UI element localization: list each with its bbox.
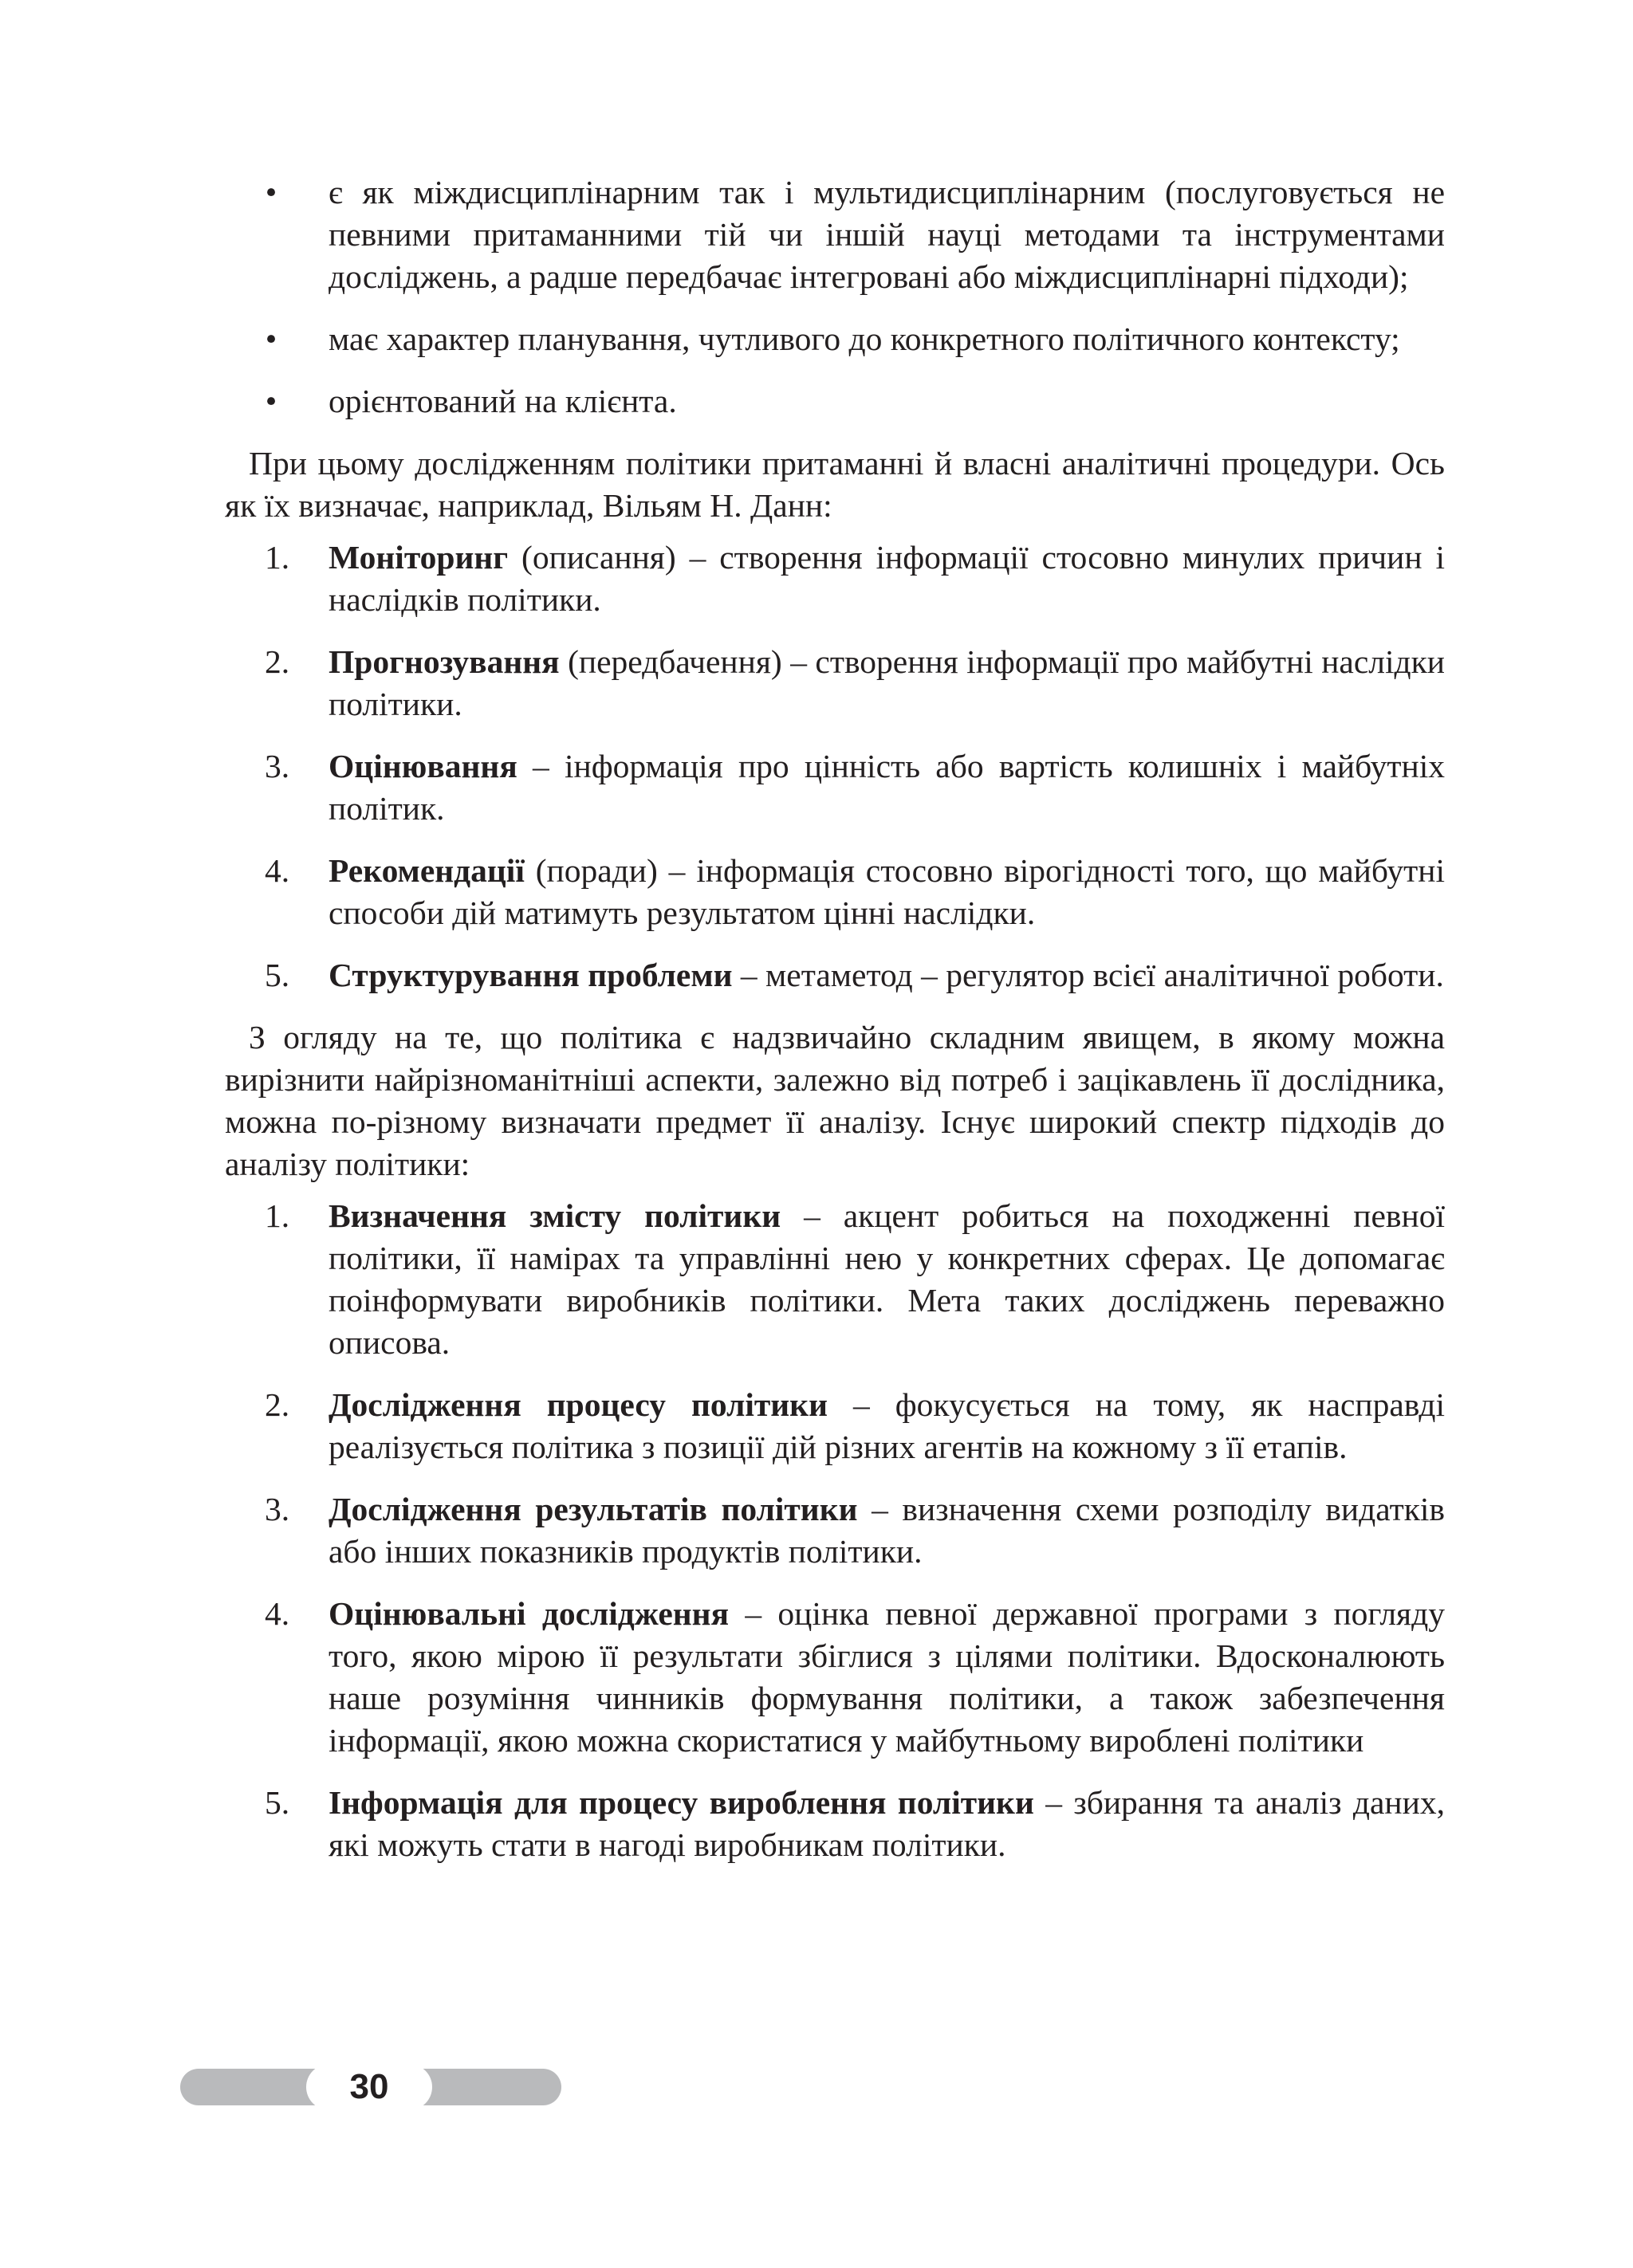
item-term: Рекомендації bbox=[329, 852, 525, 889]
item-term: Дослідження результатів політики bbox=[329, 1491, 858, 1527]
list-item bbox=[225, 641, 1445, 725]
bullet-text: орієнтований на клієнта. bbox=[329, 383, 677, 419]
item-number: 1. bbox=[265, 1197, 290, 1234]
item-number: 5. bbox=[265, 1784, 290, 1821]
list-item bbox=[225, 1593, 1445, 1762]
bullet-text: є як міждисциплінарним так і мультидисциплінарним (послуговується не певними притаманними тій чи іншій науці методами та інструментами досліджень, а радше передбачає інтегровані або міждисциплінарні підходи); bbox=[329, 174, 1445, 295]
analytic-procedures-list bbox=[225, 537, 1445, 996]
item-number: 5. bbox=[265, 957, 290, 993]
list-item bbox=[225, 954, 1445, 996]
list-item bbox=[225, 1195, 1445, 1364]
list-item bbox=[225, 318, 1445, 360]
bullet-mark: • bbox=[265, 320, 277, 357]
list-item bbox=[225, 745, 1445, 830]
list-item bbox=[225, 380, 1445, 423]
page-number: 30 bbox=[349, 2067, 389, 2106]
item-number: 1. bbox=[265, 539, 290, 576]
list-item bbox=[225, 850, 1445, 934]
item-term: Дослідження процесу політики bbox=[329, 1386, 828, 1423]
item-text: (передбачення) – створення інформації про майбутні наслідки політики. bbox=[329, 643, 1445, 722]
paragraph: При цьому дослідженням політики притаманні й власні аналітичні процедури. Ось як їх визначає, наприклад, Вільям Н. Данн: bbox=[225, 445, 1445, 524]
item-number: 2. bbox=[265, 1386, 290, 1423]
list-item bbox=[225, 1782, 1445, 1866]
analysis-approaches-list bbox=[225, 1195, 1445, 1866]
page-content bbox=[225, 171, 1445, 1886]
list-item bbox=[225, 171, 1445, 298]
item-text: (описання) – створення інформації стосовно минулих причин і наслідків політики. bbox=[329, 539, 1445, 618]
item-term: Оцінювальні дослідження bbox=[329, 1595, 730, 1632]
item-text: – метаметод – регулятор всієї аналітичної роботи. bbox=[732, 957, 1444, 993]
list-item bbox=[225, 1384, 1445, 1468]
paragraph: З огляду на те, що політика є надзвичайно складним явищем, в якому можна вирізнити найрізноманітніші аспекти, залежно від потреб і зацікавлень її дослідника, можна по-різному визначати предмет її аналізу. Існує широкий спектр підходів до аналізу політики: bbox=[225, 1019, 1445, 1182]
list-item bbox=[225, 1488, 1445, 1573]
item-term: Оцінювання bbox=[329, 748, 517, 784]
item-number: 3. bbox=[265, 748, 290, 784]
item-text: (поради) – інформація стосовно вірогідності того, що майбутні способи дій матимуть результатом цінні наслідки. bbox=[329, 852, 1445, 931]
item-number: 2. bbox=[265, 643, 290, 680]
item-term: Інформація для процесу вироблення політики bbox=[329, 1784, 1034, 1821]
item-number: 4. bbox=[265, 852, 290, 889]
characteristics-bullet-list bbox=[225, 171, 1445, 423]
item-term: Прогнозування bbox=[329, 643, 560, 680]
bullet-mark: • bbox=[265, 174, 277, 210]
item-text: – інформація про цінність або вартість колишніх і майбутніх політик. bbox=[329, 748, 1445, 827]
bullet-text: має характер планування, чутливого до конкретного політичного контексту; bbox=[329, 320, 1400, 357]
page-footer bbox=[180, 2064, 561, 2110]
item-text: – збирання та аналіз даних, які можуть стати в нагоді виробникам політики. bbox=[329, 1784, 1445, 1863]
item-number: 3. bbox=[265, 1491, 290, 1527]
item-text: – акцент робиться на походженні певної політики, її намірах та управлінні нею у конкретних сферах. Це допомагає поінформувати виробників політики. Мета таких досліджень переважно описова. bbox=[329, 1197, 1445, 1361]
item-number: 4. bbox=[265, 1595, 290, 1632]
bullet-mark: • bbox=[265, 383, 277, 419]
list-item bbox=[225, 537, 1445, 621]
item-term: Структурування проблеми bbox=[329, 957, 733, 993]
item-text: – визначення схеми розподілу видатків або інших показників продуктів політики. bbox=[329, 1491, 1445, 1570]
item-term: Моніторинг bbox=[329, 539, 509, 576]
item-text: – оцінка певної державної програми з погляду того, якою мірою її результати збіглися з цілями політики. Вдосконалюють наше розуміння чинників формування політики, а також забезпечення інформації, якою можна скористатися у майбутньому вироблені політики bbox=[329, 1595, 1445, 1759]
item-term: Визначення змісту політики bbox=[329, 1197, 781, 1234]
item-text: – фокусується на тому, як насправді реалізується політика з позиції дій різних агентів на кожному з її етапів. bbox=[329, 1386, 1446, 1465]
